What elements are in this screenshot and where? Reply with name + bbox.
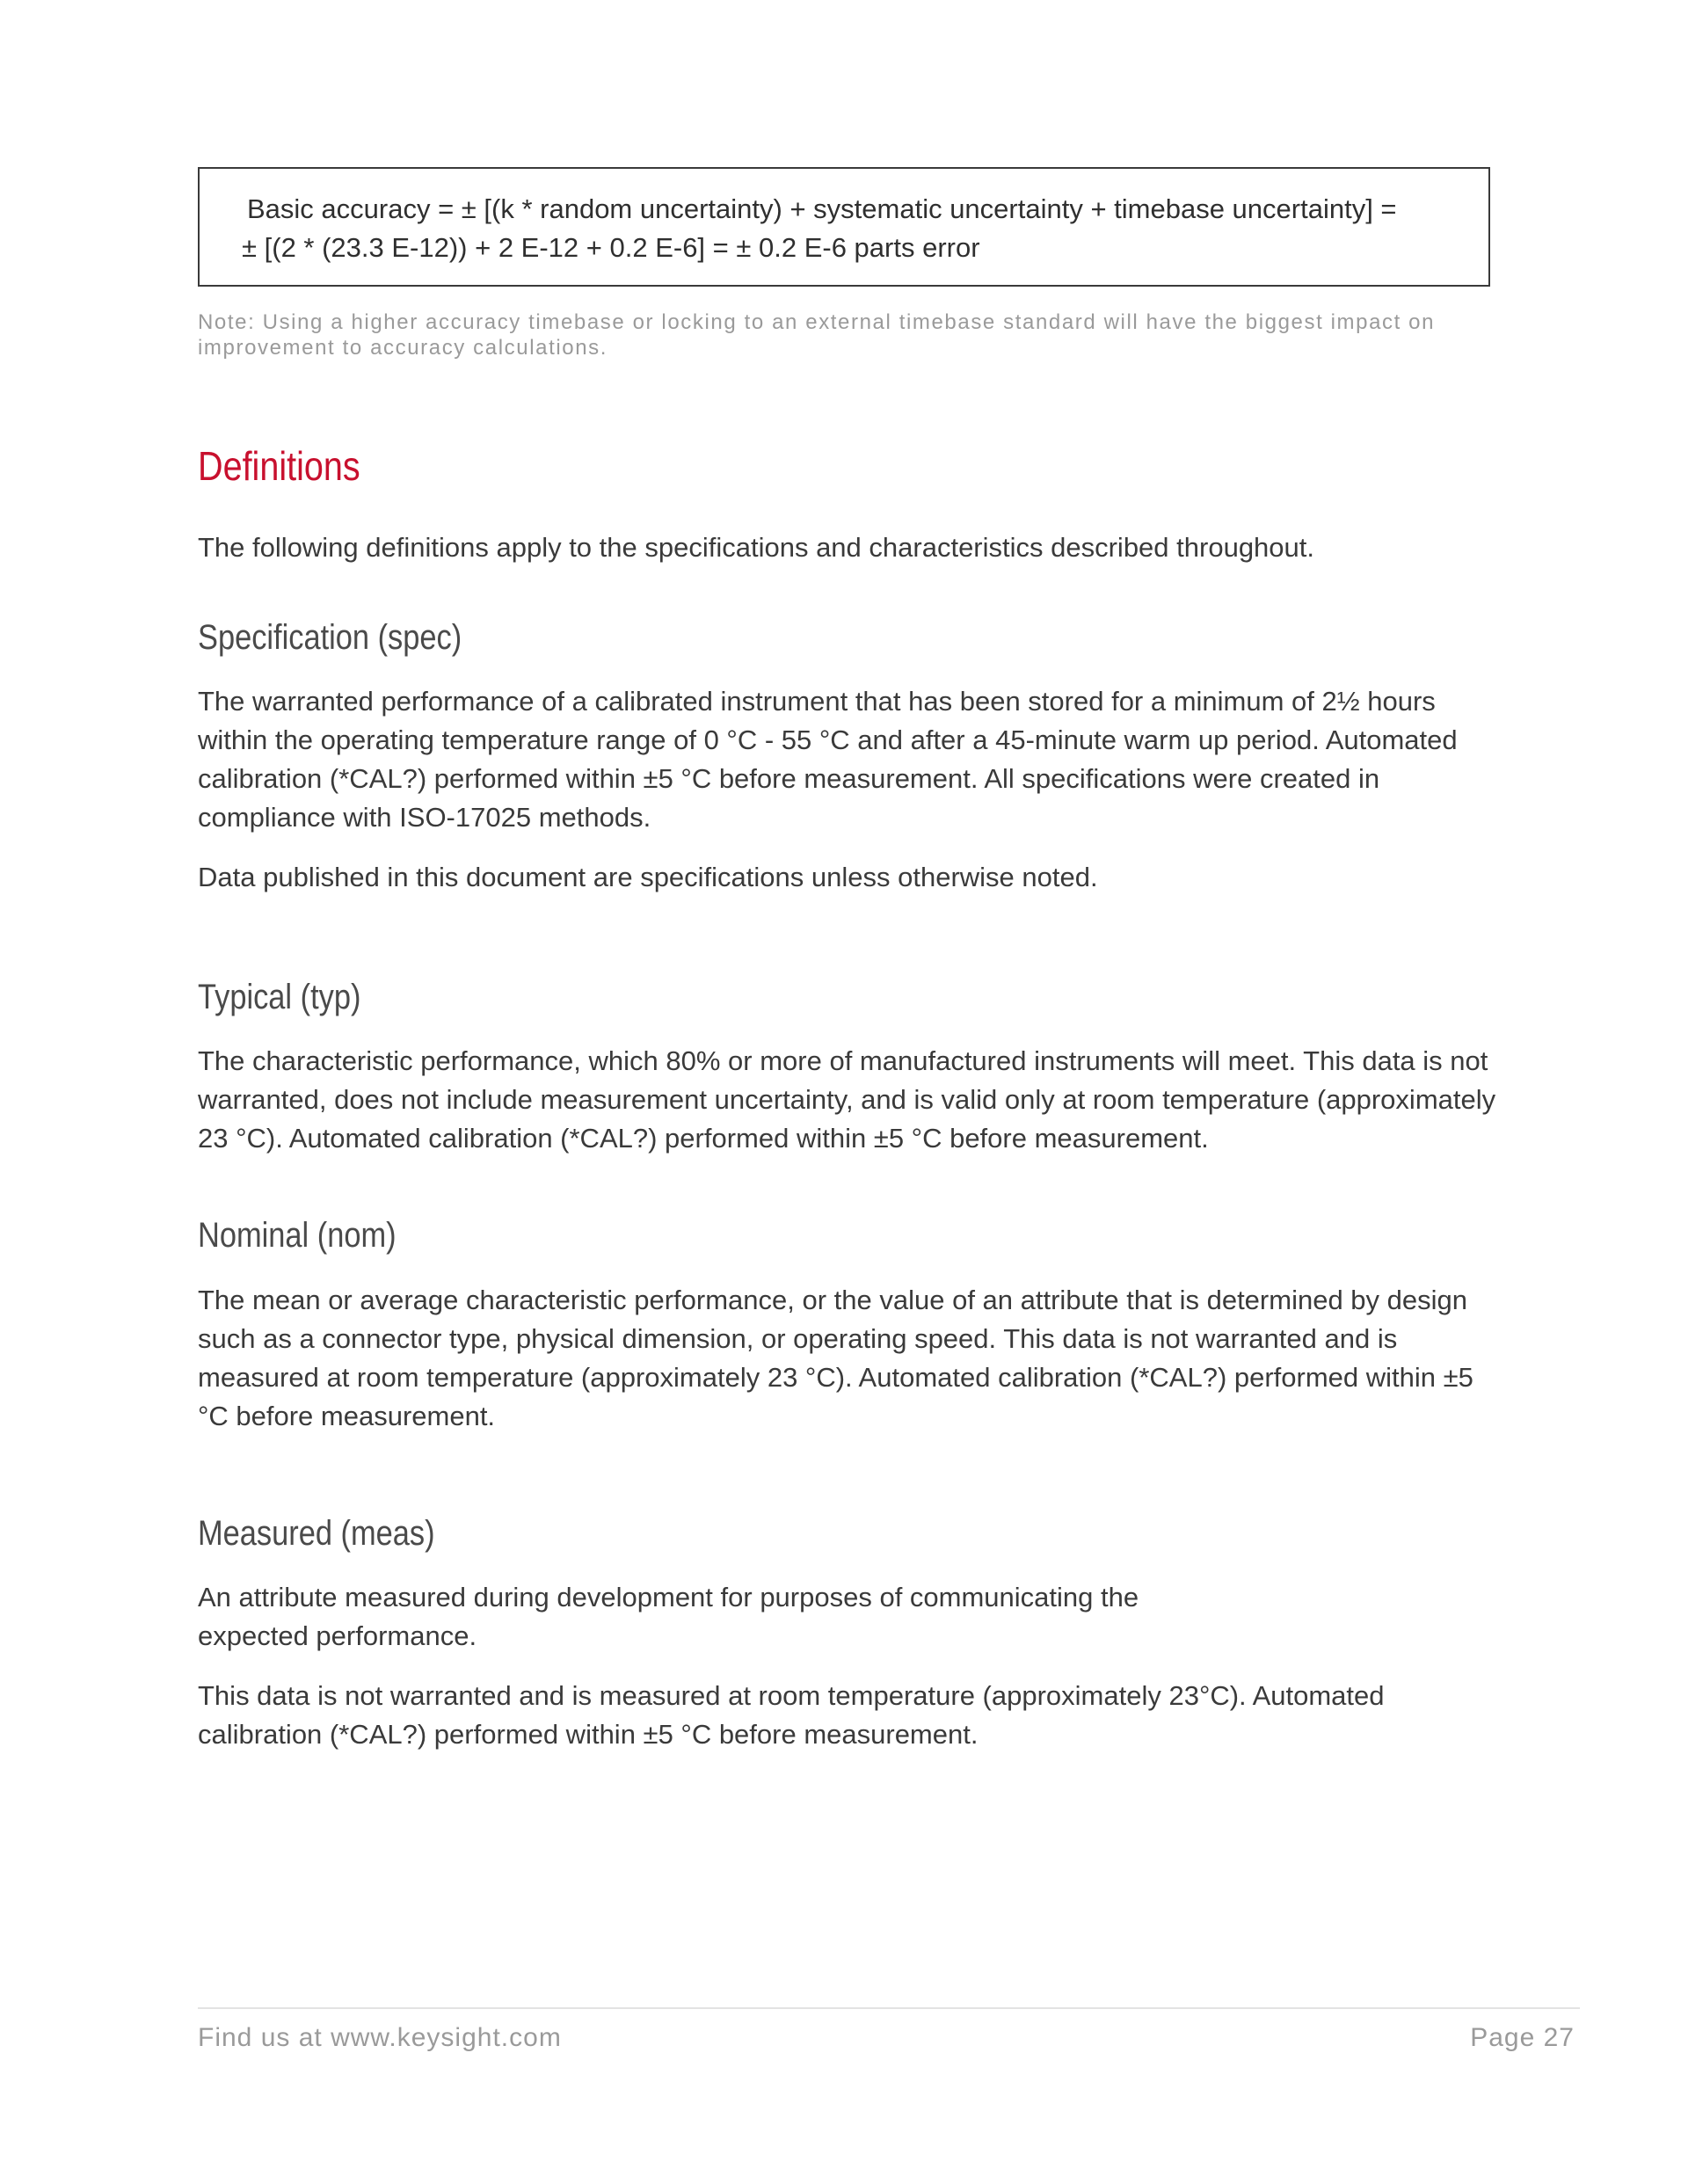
measured-paragraph-line-1: An attribute measured during development for purposes of communicating the xyxy=(198,1582,1139,1613)
spec-heading: Specification (spec) xyxy=(198,618,462,657)
footer-website-link[interactable]: Find us at www.keysight.com xyxy=(198,2023,562,2052)
measured-paragraph-line-2: expected performance. xyxy=(198,1620,477,1651)
formula-line-1: Basic accuracy = ± [(k * random uncertainty) + systematic uncertainty + timebase uncertainty] = xyxy=(247,193,1397,224)
measured-paragraph xyxy=(198,1578,1499,1656)
formula-line-2: ± [(2 * (23.3 E-12)) + 2 E-12 + 0.2 E-6] = ± 0.2 E-6 parts error xyxy=(242,232,980,263)
spec-paragraph: The warranted performance of a calibrated instrument that has been stored for a minimum of 2½ hours within the operating temperature range of 0 °C - 55 °C and after a 45-minute warm up period. Automated calibration (*CAL?) performed within ±5 °C before measurement. All specifications were created in compliance with ISO-17025 methods. xyxy=(198,686,1458,833)
accuracy-note: Note: Using a higher accuracy timebase or locking to an external timebase standard will have the biggest impact on improvement to accuracy calculations. xyxy=(198,310,1436,360)
typical-heading: Typical (typ) xyxy=(198,978,361,1016)
spec-note-paragraph: Data published in this document are specifications unless otherwise noted. xyxy=(198,862,1098,892)
footer-divider xyxy=(198,2007,1580,2009)
nominal-heading: Nominal (nom) xyxy=(198,1216,397,1255)
definitions-heading: Definitions xyxy=(198,443,360,489)
definitions-intro: The following definitions apply to the specifications and characteristics described throughout. xyxy=(198,532,1315,563)
nominal-paragraph: The mean or average characteristic performance, or the value of an attribute that is determined by design such as a connector type, physical dimension, or operating speed. This data is not warranted and is measured at room temperature (approximately 23 °C). Automated calibration (*CAL?) performed within ±5 °C before measurement. xyxy=(198,1285,1473,1431)
formula-box xyxy=(198,167,1490,287)
measured-note-paragraph: This data is not warranted and is measured at room temperature (approximately 23°C). Automated calibration (*CAL?) performed within ±5 °C before measurement. xyxy=(198,1680,1385,1750)
measured-heading: Measured (meas) xyxy=(198,1514,435,1553)
typical-paragraph: The characteristic performance, which 80% or more of manufactured instruments will meet. This data is not warranted, does not include measurement uncertainty, and is valid only at room temperature (approximately 23 °C). Automated calibration (*CAL?) performed within ±5 °C before measurement. xyxy=(198,1045,1496,1154)
page-number: Page 27 xyxy=(1470,2023,1575,2052)
